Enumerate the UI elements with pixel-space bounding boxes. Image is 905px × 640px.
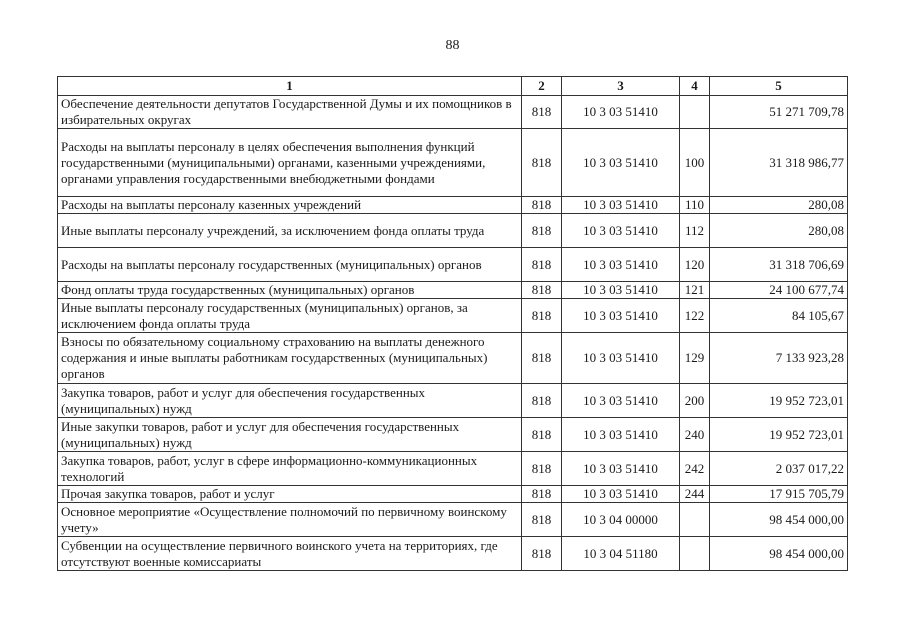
row-target-code: 10 3 03 51410 <box>562 129 680 197</box>
column-header-4: 4 <box>680 77 710 96</box>
row-admin-code: 818 <box>522 96 562 129</box>
row-description: Обеспечение деятельности депутатов Государственной Думы и их помощников в избирательных округах <box>58 96 522 129</box>
row-admin-code: 818 <box>522 333 562 384</box>
row-expense-type <box>680 503 710 537</box>
column-header-5: 5 <box>710 77 848 96</box>
row-expense-type: 121 <box>680 282 710 299</box>
column-header-1: 1 <box>58 77 522 96</box>
row-amount: 31 318 706,69 <box>710 248 848 282</box>
row-admin-code: 818 <box>522 299 562 333</box>
budget-table <box>57 76 848 571</box>
row-expense-type: 240 <box>680 418 710 452</box>
table-row <box>58 486 848 503</box>
row-amount: 7 133 923,28 <box>710 333 848 384</box>
row-description: Прочая закупка товаров, работ и услуг <box>58 486 522 503</box>
row-description: Закупка товаров, работ и услуг для обеспечения государственных (муниципальных) нужд <box>58 384 522 418</box>
row-target-code: 10 3 03 51410 <box>562 384 680 418</box>
row-admin-code: 818 <box>522 503 562 537</box>
row-amount: 19 952 723,01 <box>710 418 848 452</box>
row-expense-type: 120 <box>680 248 710 282</box>
row-expense-type: 110 <box>680 197 710 214</box>
row-amount: 17 915 705,79 <box>710 486 848 503</box>
row-description: Расходы на выплаты персоналу казенных учреждений <box>58 197 522 214</box>
row-target-code: 10 3 03 51410 <box>562 214 680 248</box>
table-row <box>58 248 848 282</box>
table-row <box>58 282 848 299</box>
row-amount: 280,08 <box>710 214 848 248</box>
column-header-2: 2 <box>522 77 562 96</box>
row-expense-type: 200 <box>680 384 710 418</box>
header-row <box>58 77 848 96</box>
row-target-code: 10 3 04 51180 <box>562 537 680 571</box>
row-admin-code: 818 <box>522 418 562 452</box>
row-description: Взносы по обязательному социальному страхованию на выплаты денежного содержания и иные выплаты работникам государственных (муниципальных) органов <box>58 333 522 384</box>
row-description: Иные выплаты персоналу учреждений, за исключением фонда оплаты труда <box>58 214 522 248</box>
table-row <box>58 299 848 333</box>
row-amount: 2 037 017,22 <box>710 452 848 486</box>
table-row <box>58 96 848 129</box>
row-target-code: 10 3 03 51410 <box>562 418 680 452</box>
row-expense-type <box>680 537 710 571</box>
row-target-code: 10 3 03 51410 <box>562 197 680 214</box>
row-target-code: 10 3 03 51410 <box>562 299 680 333</box>
table-row <box>58 197 848 214</box>
row-target-code: 10 3 03 51410 <box>562 486 680 503</box>
row-expense-type: 129 <box>680 333 710 384</box>
row-target-code: 10 3 04 00000 <box>562 503 680 537</box>
row-description: Субвенции на осуществление первичного воинского учета на территориях, где отсутствуют военные комиссариаты <box>58 537 522 571</box>
row-description: Расходы на выплаты персоналу государственных (муниципальных) органов <box>58 248 522 282</box>
row-expense-type: 244 <box>680 486 710 503</box>
row-expense-type <box>680 96 710 129</box>
row-admin-code: 818 <box>522 452 562 486</box>
row-amount: 84 105,67 <box>710 299 848 333</box>
row-admin-code: 818 <box>522 537 562 571</box>
row-expense-type: 100 <box>680 129 710 197</box>
row-expense-type: 122 <box>680 299 710 333</box>
table-row <box>58 418 848 452</box>
row-admin-code: 818 <box>522 214 562 248</box>
row-admin-code: 818 <box>522 248 562 282</box>
table-row <box>58 537 848 571</box>
table-row <box>58 214 848 248</box>
row-description: Иные выплаты персоналу государственных (муниципальных) органов, за исключением фонда оплаты труда <box>58 299 522 333</box>
row-description: Основное мероприятие «Осуществление полномочий по первичному воинскому учету» <box>58 503 522 537</box>
table-row <box>58 452 848 486</box>
row-target-code: 10 3 03 51410 <box>562 333 680 384</box>
row-target-code: 10 3 03 51410 <box>562 282 680 299</box>
row-amount: 31 318 986,77 <box>710 129 848 197</box>
row-amount: 19 952 723,01 <box>710 384 848 418</box>
table-row <box>58 503 848 537</box>
row-amount: 98 454 000,00 <box>710 503 848 537</box>
column-header-3: 3 <box>562 77 680 96</box>
row-description: Закупка товаров, работ, услуг в сфере информационно-коммуникационных технологий <box>58 452 522 486</box>
row-admin-code: 818 <box>522 197 562 214</box>
row-amount: 98 454 000,00 <box>710 537 848 571</box>
row-description: Иные закупки товаров, работ и услуг для обеспечения государственных (муниципальных) нужд <box>58 418 522 452</box>
row-amount: 280,08 <box>710 197 848 214</box>
row-description: Фонд оплаты труда государственных (муниципальных) органов <box>58 282 522 299</box>
row-admin-code: 818 <box>522 486 562 503</box>
row-amount: 51 271 709,78 <box>710 96 848 129</box>
row-expense-type: 242 <box>680 452 710 486</box>
row-admin-code: 818 <box>522 129 562 197</box>
row-target-code: 10 3 03 51410 <box>562 96 680 129</box>
table-row <box>58 384 848 418</box>
table-row <box>58 333 848 384</box>
page-number: 88 <box>445 38 460 53</box>
row-amount: 24 100 677,74 <box>710 282 848 299</box>
table-row <box>58 129 848 197</box>
row-expense-type: 112 <box>680 214 710 248</box>
row-admin-code: 818 <box>522 282 562 299</box>
row-target-code: 10 3 03 51410 <box>562 248 680 282</box>
row-target-code: 10 3 03 51410 <box>562 452 680 486</box>
row-description: Расходы на выплаты персоналу в целях обеспечения выполнения функций государственными (муниципальными) органами, казенными учреждениями, органами управления государственными внебюджетными фондами <box>58 129 522 197</box>
row-admin-code: 818 <box>522 384 562 418</box>
